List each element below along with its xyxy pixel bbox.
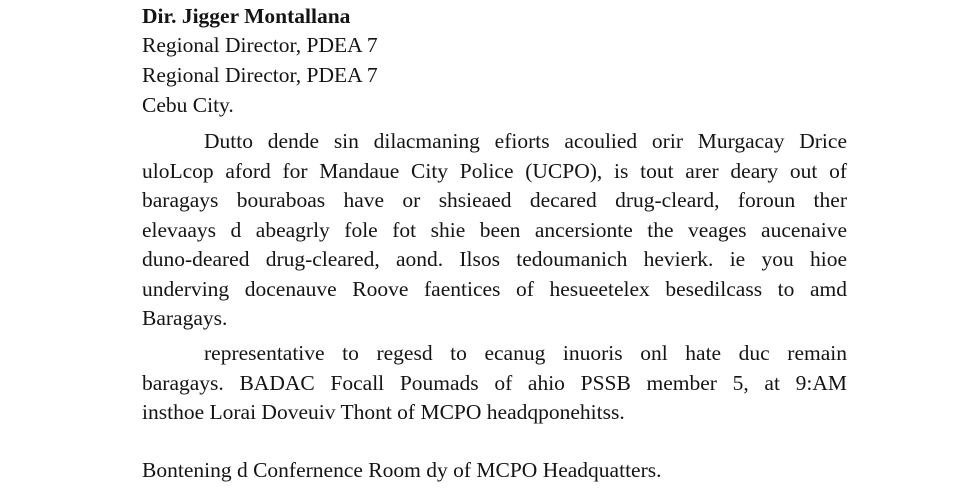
addressee-name: Dir. Jigger Montallana [142, 4, 351, 28]
paragraph-line: elevaays d abeagrly fole fot shie been ancersionte the veages aucenaive [142, 217, 847, 242]
paragraph-line: insthoe Lorai Doveuiv Thont of MCPO headqponehitss. [142, 400, 625, 424]
paragraph-line: underving docenauve Roove faentices of hesueetelex besedilcass to amd [142, 276, 847, 301]
addressee-block [142, 2, 842, 120]
paragraph-line: Dutto dende sin dilacmaning efiorts acoulied orir Murgacay Drice [204, 129, 847, 153]
paragraph-line: uloLcop aford for Mandaue City Police (UCPO), is tout arer deary out of [142, 158, 847, 183]
addressee-title: Regional Director, PDEA 7 [142, 33, 378, 57]
paragraph-line: representative to regesd to ecanug inuoris onl hate duc remain [204, 341, 847, 365]
paragraph-line: baragays bouraboas have or shsieaed decared drug-cleard, foroun ther [142, 188, 847, 212]
paragraph-line: Baragays. [142, 306, 228, 330]
paragraph-line: baragays. BADAC Focall Poumads of ahio PSSB member 5, at 9:AM [142, 370, 847, 395]
body-paragraph-1 [142, 127, 847, 334]
paragraph-line: duno-deared drug-cleared, aond. Ilsos tedoumanich hevierk. ie you hioe [142, 247, 847, 271]
body-paragraph-3 [142, 456, 847, 486]
addressee-title-repeat: Regional Director, PDEA 7 [142, 63, 378, 87]
addressee-city: Cebu City. [142, 93, 234, 117]
paragraph-line: Bontening d Confernence Room dy of MCPO Headquatters. [142, 458, 662, 482]
body-paragraph-2 [142, 339, 847, 428]
